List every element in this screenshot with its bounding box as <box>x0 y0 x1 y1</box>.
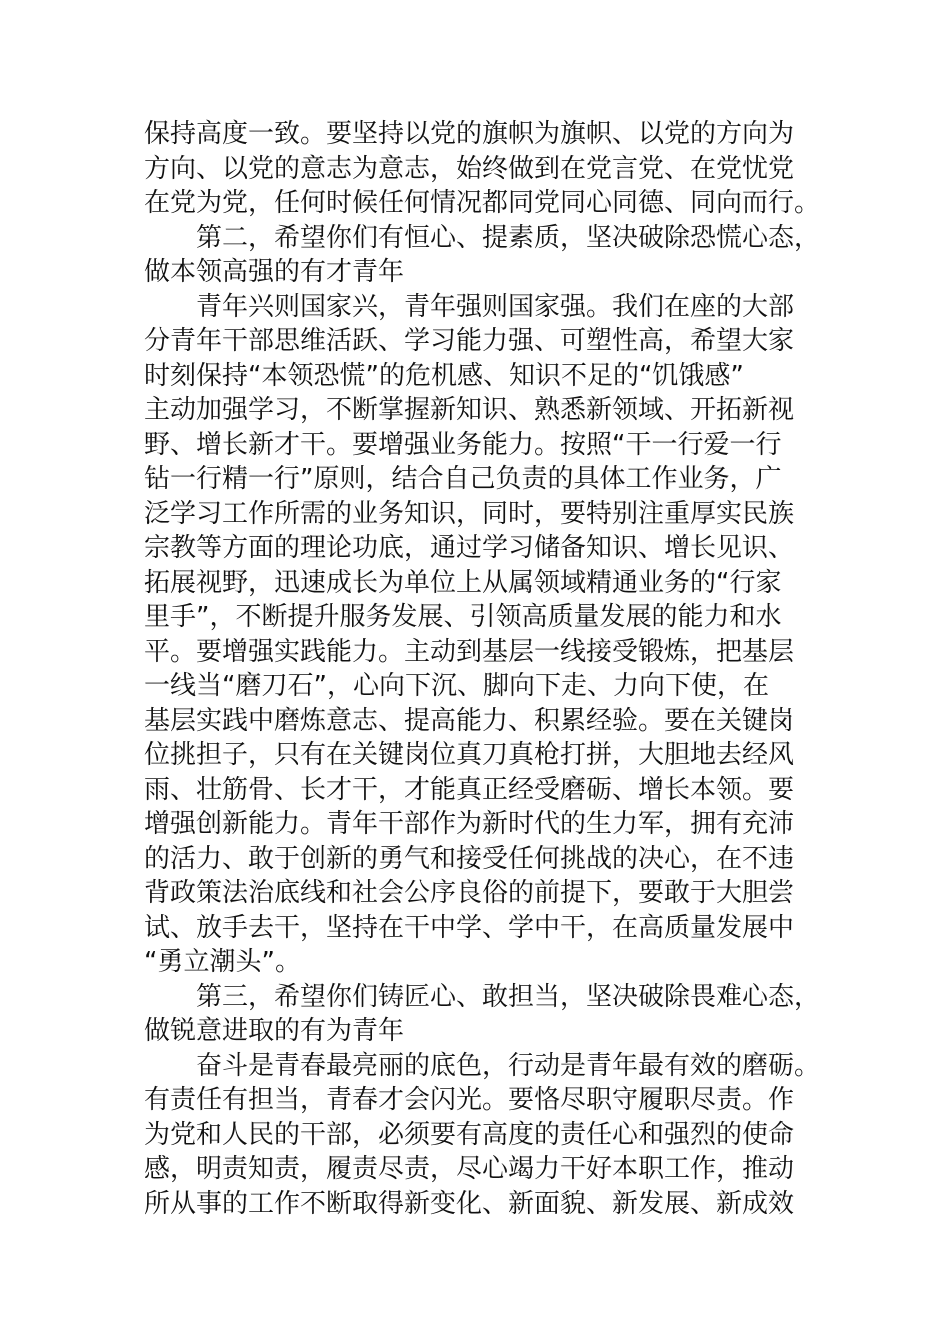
text-line: 基层实践中磨炼意志、提高能力、积累经验。要在关键岗 <box>144 705 795 736</box>
text-line: 泛学习工作所需的业务知识，同时，要特别注重厚实民族 <box>144 498 795 529</box>
text-line: 在党为党，任何时候任何情况都同党同心同德、同向而行。 <box>144 188 821 218</box>
text-line: 里手”，不断提升服务发展、引领高质量发展的能力和水 <box>144 602 782 632</box>
text-line: 第二，希望你们有恒心、提素质，坚决破除恐慌心态， <box>196 222 821 253</box>
text-line: 平。要增强实践能力。主动到基层一线接受锻炼，把基层 <box>144 636 795 667</box>
text-line: 位挑担子，只有在关键岗位真刀真枪打拼，大胆地去经风 <box>144 740 795 770</box>
text-line: 为党和人民的干部，必须要有高度的责任心和强烈的使命 <box>144 1119 795 1150</box>
text-line: 时刻保持“本领恐慌”的危机感、知识不足的“饥饿感” <box>144 360 744 391</box>
text-line: 所从事的工作不断取得新变化、新面貌、新发展、新成效 <box>144 1188 795 1219</box>
text-line: 增强创新能力。青年干部作为新时代的生力军，拥有充沛 <box>144 809 795 839</box>
text-line: 拓展视野，迅速成长为单位上从属领域精通业务的“行家 <box>144 567 782 598</box>
text-line: 试、放手去干，坚持在干中学、学中干，在高质量发展中 <box>144 912 795 943</box>
text-line: “勇立潮头”。 <box>144 947 301 977</box>
text-line: 感，明责知责，履责尽责，尽心竭力干好本职工作，推动 <box>144 1154 795 1184</box>
text-line: 主动加强学习，不断掌握新知识、熟悉新领域、开拓新视 <box>144 395 795 425</box>
document-page <box>144 117 836 1221</box>
text-line: 保持高度一致。要坚持以党的旗帜为旗帜、以党的方向为 <box>144 119 795 149</box>
text-line: 第三，希望你们铸匠心、敢担当，坚决破除畏难心态， <box>196 981 821 1012</box>
text-line: 雨、壮筋骨、长才干，才能真正经受磨砺、增长本领。要 <box>144 774 795 805</box>
text-line: 做锐意进取的有为青年 <box>144 1016 405 1046</box>
text-line: 宗教等方面的理论功底，通过学习储备知识、增长见识、 <box>144 533 795 563</box>
text-line: 分青年干部思维活跃、学习能力强、可塑性高，希望大家 <box>144 326 795 356</box>
text-line: 钻一行精一行”原则，结合自己负责的具体工作业务，广 <box>144 464 782 494</box>
text-line: 有责任有担当，青春才会闪光。要恪尽职守履职尽责。作 <box>144 1085 795 1115</box>
text-line: 青年兴则国家兴，青年强则国家强。我们在座的大部 <box>196 291 795 322</box>
text-line: 做本领高强的有才青年 <box>144 257 405 287</box>
document-body <box>144 117 836 1221</box>
text-line: 奋斗是青春最亮丽的底色，行动是青年最有效的磨砺。 <box>196 1050 821 1081</box>
text-line: 野、增长新才干。要增强业务能力。按照“干一行爱一行 <box>144 429 782 460</box>
text-line: 背政策法治底线和社会公序良俗的前提下，要敢于大胆尝 <box>144 878 795 908</box>
text-line: 一线当“磨刀石”，心向下沉、脚向下走、力向下使，在 <box>144 671 769 701</box>
text-line: 的活力、敢于创新的勇气和接受任何挑战的决心，在不违 <box>144 843 795 874</box>
text-line: 方向、以党的意志为意志，始终做到在党言党、在党忧党 <box>144 153 795 184</box>
